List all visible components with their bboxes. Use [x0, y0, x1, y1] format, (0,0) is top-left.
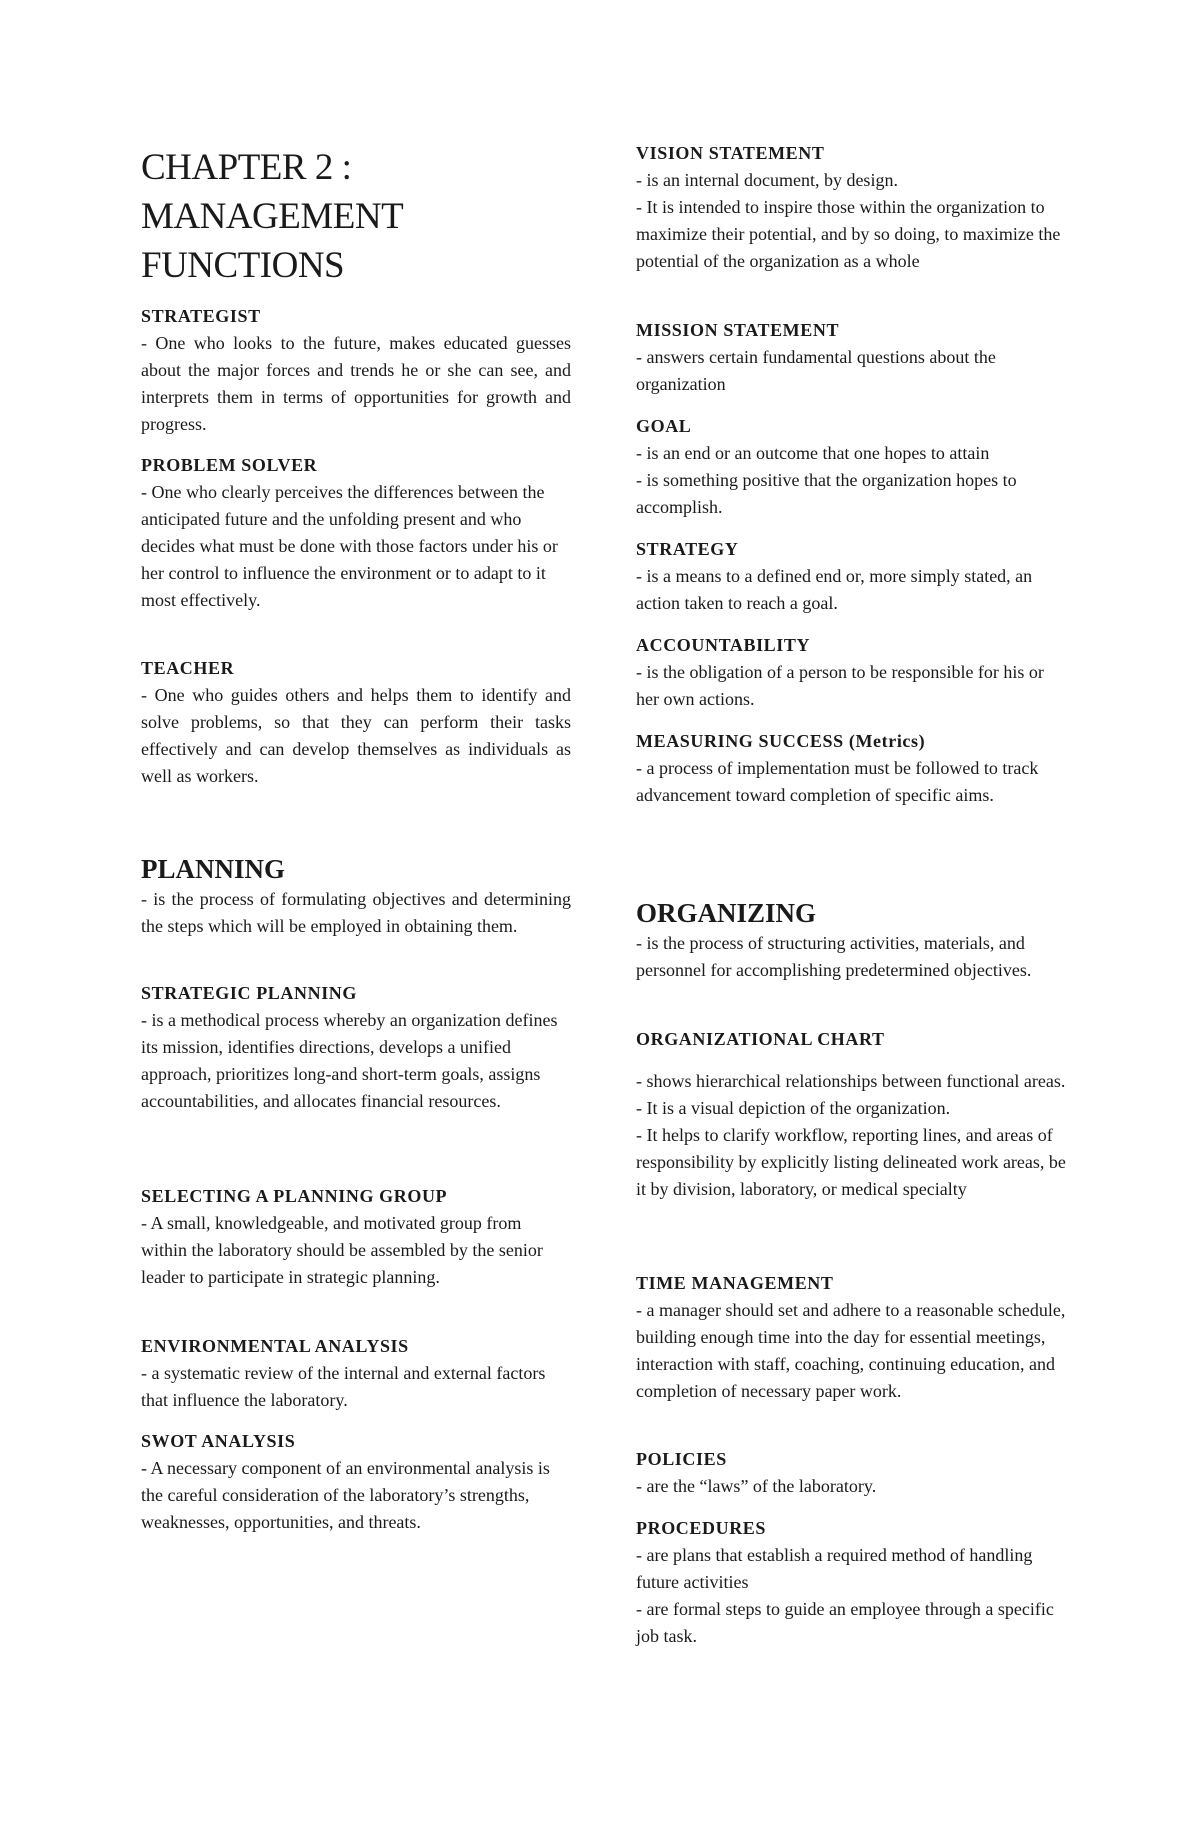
swot-analysis-section: [141, 1428, 571, 1536]
organizational-chart-section: [636, 1026, 1066, 1203]
definition-text: - is the process of formulating objectives and determining the steps which will be employed in obtaining them.: [141, 889, 571, 936]
definition-line: - is something positive that the organization hopes to accomplish.: [636, 470, 1017, 517]
time-management-section: [636, 1270, 1066, 1405]
definition-text: - One who looks to the future, makes educated guesses about the major forces and trends he or she can see, and interprets them in terms of opportunities for growth and progress.: [141, 333, 571, 434]
term-heading: PROCEDURES: [636, 1518, 767, 1538]
term-heading: ENVIRONMENTAL ANALYSIS: [141, 1336, 409, 1356]
term-heading-main: MEASURING SUCCESS: [636, 731, 844, 751]
chapter-title-line-1: CHAPTER 2 :: [141, 147, 352, 188]
term-heading: STRATEGY: [636, 539, 739, 559]
term-heading: POLICIES: [636, 1449, 727, 1469]
definition-line: - is an end or an outcome that one hopes to attain: [636, 443, 990, 463]
mission-statement-section: [636, 317, 1066, 398]
term-heading: SWOT ANALYSIS: [141, 1431, 296, 1451]
policies-section: [636, 1446, 1066, 1500]
definition-text: - is the process of structuring activities, materials, and personnel for accomplishing predetermined objectives.: [636, 933, 1032, 980]
strategy-section: [636, 536, 1066, 617]
definition-text: - is a means to a defined end or, more simply stated, an action taken to reach a goal.: [636, 566, 1033, 613]
term-heading: STRATEGIST: [141, 306, 261, 326]
term-heading: GOAL: [636, 416, 692, 436]
term-heading: STRATEGIC PLANNING: [141, 983, 357, 1003]
term-heading: VISION STATEMENT: [636, 143, 825, 163]
accountability-section: [636, 632, 1066, 713]
definition-line: - shows hierarchical relationships between functional areas.: [636, 1071, 1066, 1091]
teacher-section: [141, 655, 571, 790]
environmental-analysis-section: [141, 1333, 571, 1414]
definition-text: - A small, knowledgeable, and motivated group from within the laboratory should be assembled by the senior leader to participate in strategic planning.: [141, 1213, 543, 1287]
definition-text: - is the obligation of a person to be responsible for his or her own actions.: [636, 662, 1044, 709]
strategist-section: [141, 303, 571, 438]
section-heading: PLANNING: [141, 854, 286, 884]
procedures-section: [636, 1515, 1066, 1650]
definition-line: - It is intended to inspire those within the organization to maximize their potential, and by so doing, to maximize the potential of the organization as a whole: [636, 197, 1061, 271]
section-heading: ORGANIZING: [636, 898, 817, 928]
term-heading: PROBLEM SOLVER: [141, 455, 318, 475]
definition-text: - is a methodical process whereby an organization defines its mission, identifies directions, develops a unified approach, prioritizes long-and short-term goals, assigns accountabilities, and allocates financial resources.: [141, 1010, 558, 1111]
term-heading: ACCOUNTABILITY: [636, 635, 811, 655]
definition-line: - It helps to clarify workflow, reporting lines, and areas of responsibility by explicitly listing delineated work areas, be it by division, laboratory, or medical specialty: [636, 1125, 1066, 1199]
term-heading-suffix: (Metrics): [848, 731, 926, 751]
definition-text: - One who guides others and helps them to identify and solve problems, so that they can perform their tasks effectively and can develop themselves as individuals as well as workers.: [141, 685, 571, 786]
definition-text: - One who clearly perceives the differences between the anticipated future and the unfolding present and who decides what must be done with those factors under his or her control to influence the environment or to adapt to it most effectively.: [141, 482, 558, 610]
planning-section: [141, 853, 571, 940]
term-heading: SELECTING A PLANNING GROUP: [141, 1186, 448, 1206]
definition-line: - is an internal document, by design.: [636, 170, 898, 190]
chapter-title-line-2: MANAGEMENT: [141, 196, 404, 237]
vision-statement-section: [636, 140, 1066, 275]
term-heading: ORGANIZATIONAL CHART: [636, 1029, 885, 1049]
definition-line: - are plans that establish a required method of handling future activities: [636, 1545, 1033, 1592]
problem-solver-section: [141, 452, 571, 614]
definition-text: - are the “laws” of the laboratory.: [636, 1476, 877, 1496]
definition-text: - a systematic review of the internal and external factors that influence the laboratory.: [141, 1363, 546, 1410]
term-heading: TIME MANAGEMENT: [636, 1273, 834, 1293]
term-heading: MISSION STATEMENT: [636, 320, 840, 340]
definition-text: - a process of implementation must be followed to track advancement toward completion of specific aims.: [636, 758, 1039, 805]
definition-line: - It is a visual depiction of the organization.: [636, 1098, 951, 1118]
goal-section: [636, 413, 1066, 521]
definition-text: - answers certain fundamental questions about the organization: [636, 347, 996, 394]
measuring-success-section: [636, 728, 1066, 809]
definition-text: - a manager should set and adhere to a reasonable schedule, building enough time into the day for essential meetings, interaction with staff, coaching, continuing education, and completion of necessary paper work.: [636, 1300, 1066, 1401]
chapter-title-line-3: FUNCTIONS: [141, 245, 345, 286]
term-heading: [636, 728, 1066, 755]
organizing-section: [636, 897, 1066, 984]
strategic-planning-section: [141, 980, 571, 1115]
term-heading: TEACHER: [141, 658, 235, 678]
chapter-title: [141, 143, 571, 290]
definition-text: - A necessary component of an environmental analysis is the careful consideration of the laboratory’s strengths, weaknesses, opportunities, and threats.: [141, 1458, 550, 1532]
selecting-planning-group-section: [141, 1183, 571, 1291]
definition-line: - are formal steps to guide an employee through a specific job task.: [636, 1599, 1054, 1646]
